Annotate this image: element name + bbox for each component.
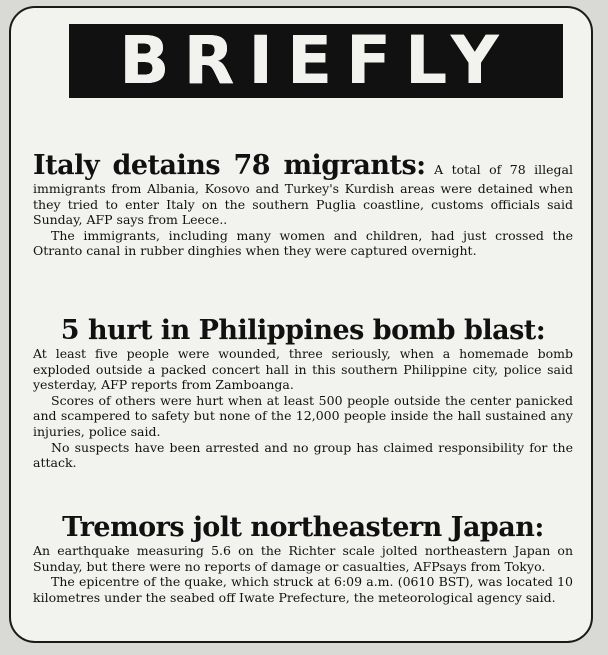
story-italy-migrants: [33, 151, 573, 259]
story-paragraph: The epicentre of the quake, which struck at 6:09 a.m. (0610 BST), was located 10 kilometres under the seabed off Iwate Prefecture, the meteorological agency said.: [33, 574, 573, 605]
story-headline: 5 hurt in Philippines bomb blast:: [60, 315, 546, 346]
news-clipping-frame: [9, 6, 593, 643]
story-philippines-bomb: [33, 316, 573, 471]
story-paragraph: No suspects have been arrested and no group has claimed responsibility for the attack.: [33, 439, 573, 471]
story-lead-text: At least five people were wounded, three seriously, when a homemade bomb exploded outside a packed concert hall in this southern Philippine city, police said yesterday, AFP reports from Zamboanga.: [33, 346, 573, 393]
story-paragraph: The immigrants, including many women and children, had just crossed the Otranto canal in rubber dinghies when they were captured overnight.: [33, 227, 573, 259]
story-headline: Tremors jolt northeastern Japan:: [62, 512, 544, 543]
story-paragraph: Scores of others were hurt when at least 500 people outside the center panicked and scampered to safety but none of the 12,000 people inside the hall sustained any injuries, police said.: [33, 392, 573, 439]
masthead-banner: [69, 24, 563, 98]
story-headline: Italy detains 78 migrants:: [33, 150, 426, 181]
story-lead-paragraph: [33, 151, 573, 228]
story-japan-tremors: [33, 513, 573, 605]
masthead-title: BRIEFLY: [119, 22, 513, 99]
story-lead-text: A total of 78 illegal immigrants from Albania, Kosovo and Turkey's Kurdish areas were detained when they tried to enter Italy on the southern Puglia coastline, customs officials said Sunday, AFP says from Leece..: [33, 162, 573, 228]
story-lead-text: An earthquake measuring 5.6 on the Richter scale jolted northeastern Japan on Sunday, but there were no reports of damage or casualties, AFPsays from Tokyo.: [33, 543, 573, 574]
